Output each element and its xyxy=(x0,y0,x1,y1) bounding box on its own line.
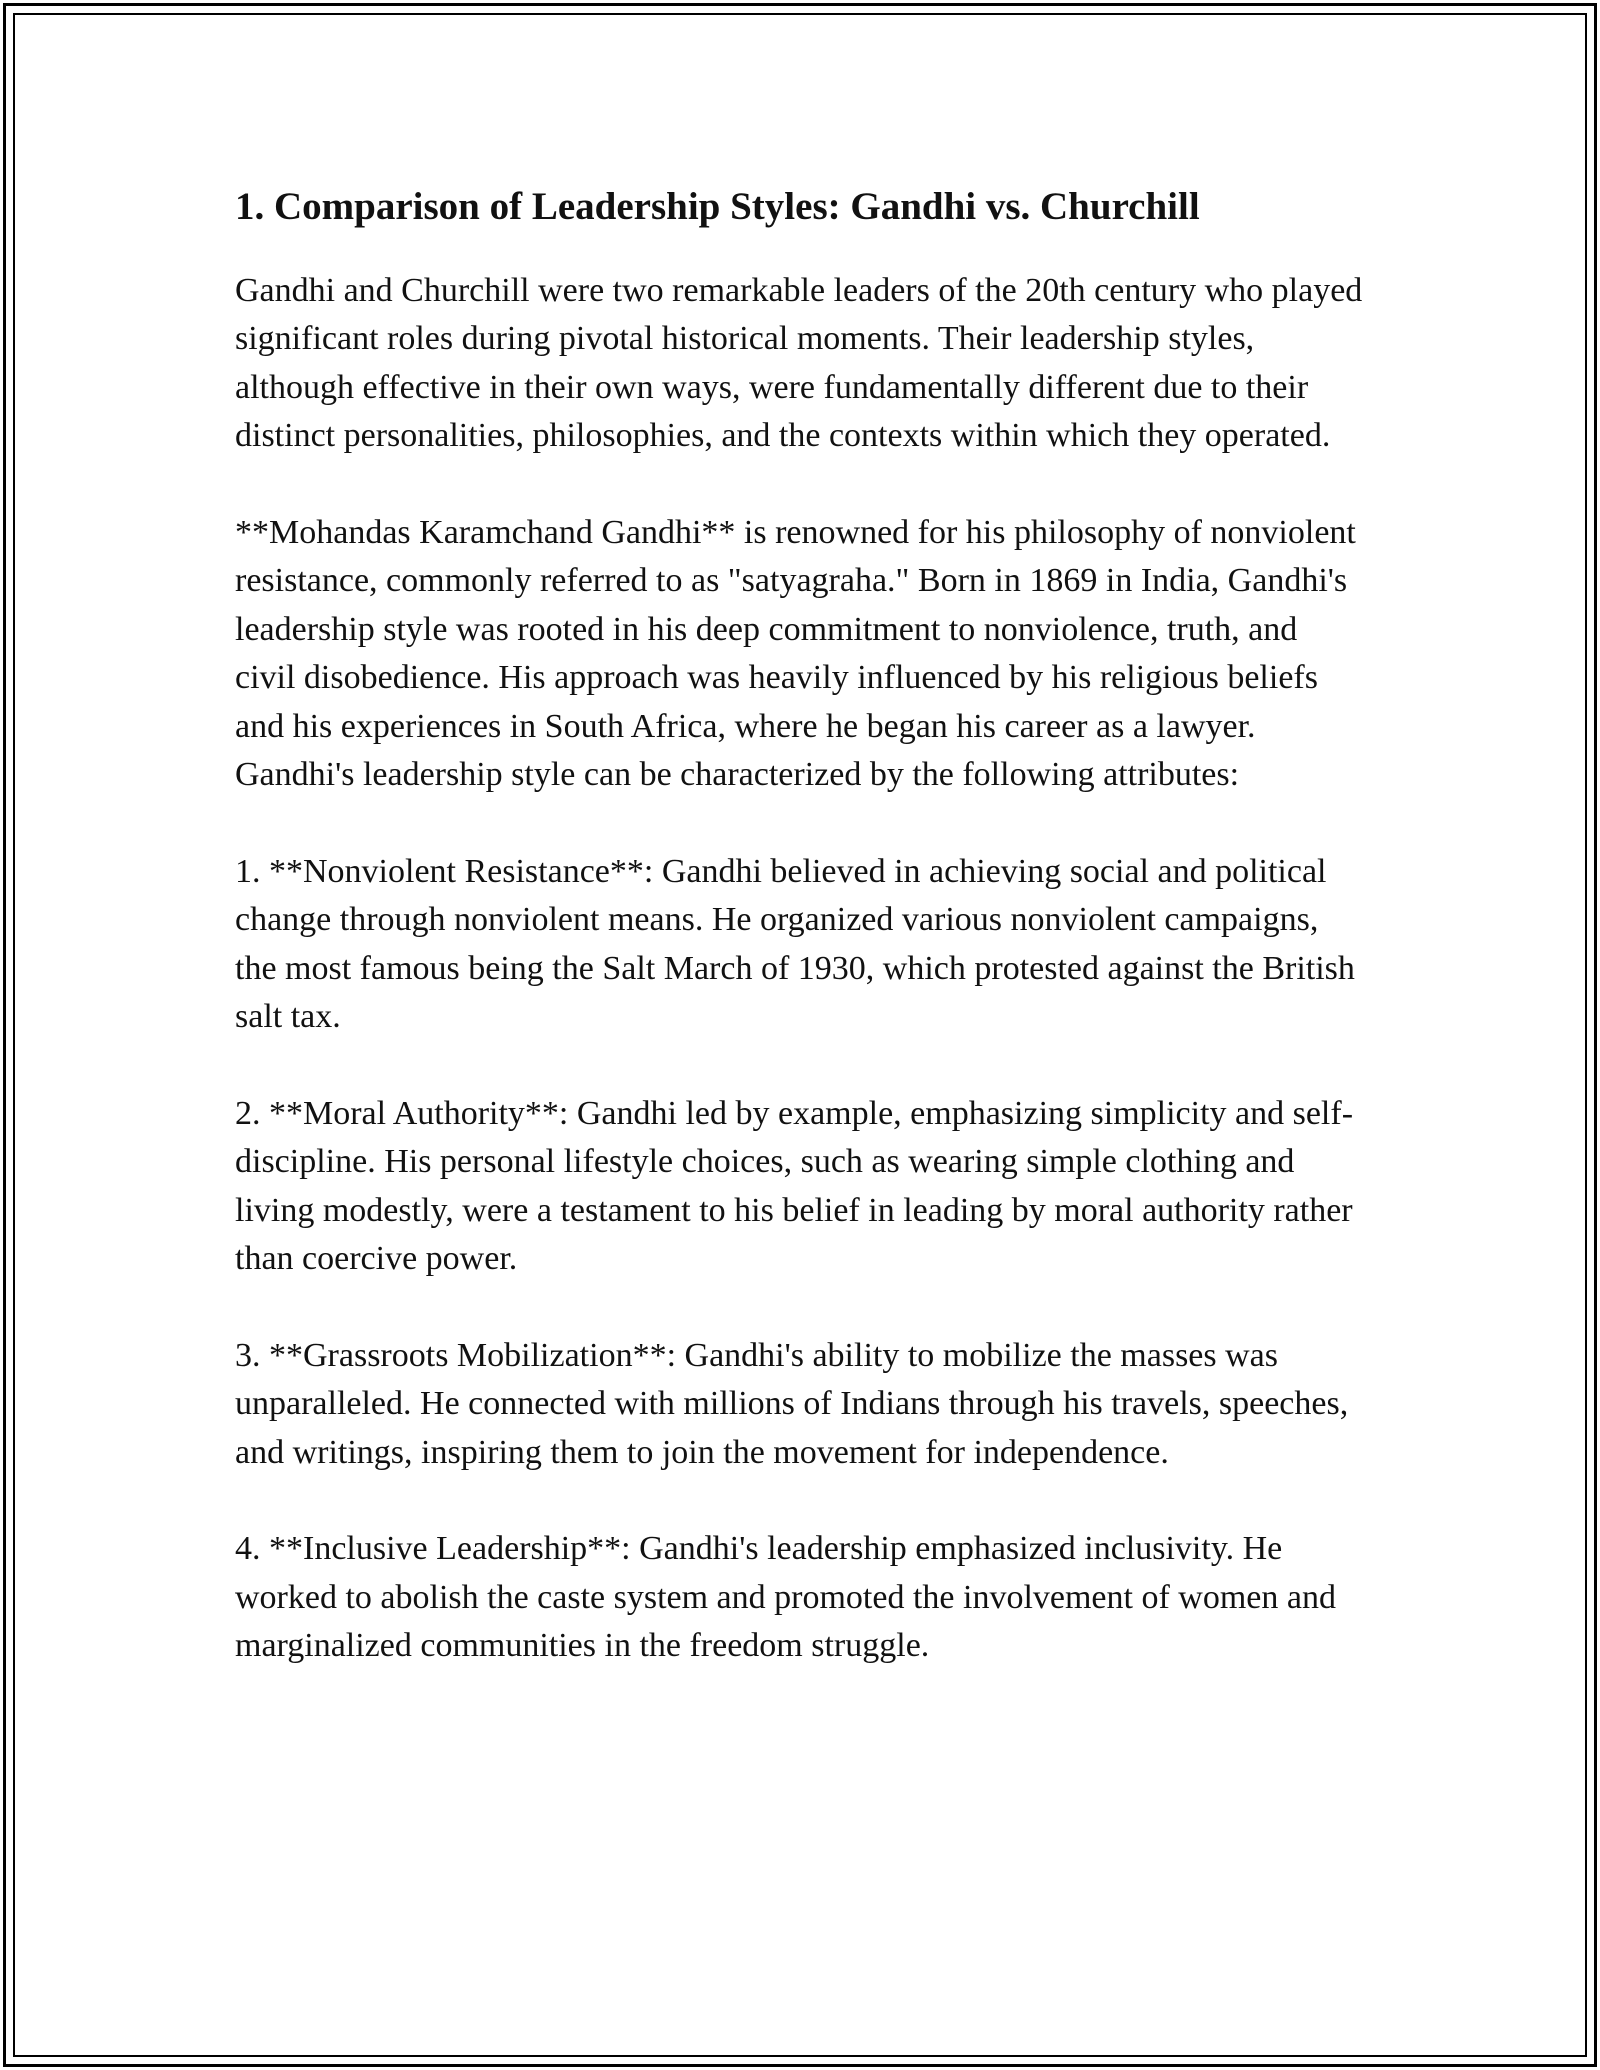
intro-paragraph: Gandhi and Churchill were two remarkable leaders of the 20th century who played significant roles during pivotal historical moments. Their leadership styles, although effective in their own ways, were fundamentally different due to their distinct personalities, philosophies, and the contexts within which they operated. xyxy=(235,271,1363,455)
section-heading: 1. Comparison of Leadership Styles: Gandhi vs. Churchill xyxy=(235,185,1200,228)
gandhi-overview-paragraph: **Mohandas Karamchand Gandhi** is renowned for his philosophy of nonviolent resistance, commonly referred to as "satyagraha." Born in 1869 in India, Gandhi's leadership style was rooted in his deep commitment to nonviolence, truth, and civil disobedience. His approach was heavily influenced by his religious beliefs and his experiences in South Africa, where he began his career as a lawyer. Gandhi's leadership style can be characterized by the following attributes: xyxy=(235,513,1356,794)
list-item-grassroots-mobilization: 3. **Grassroots Mobilization**: Gandhi's ability to mobilize the masses was unparalleled. He connected with millions of Indians through his travels, speeches, and writings, inspiring them to join the movement for independence. xyxy=(235,1336,1349,1471)
list-item-inclusive-leadership: 4. **Inclusive Leadership**: Gandhi's leadership emphasized inclusivity. He worked to abolish the caste system and promoted the involvement of women and marginalized communities in the freedom struggle. xyxy=(235,1530,1336,1665)
list-item-moral-authority: 2. **Moral Authority**: Gandhi led by example, emphasizing simplicity and self-discipline. His personal lifestyle choices, such as wearing simple clothing and living modestly, were a testament to his belief in leading by moral authority rather than coercive power. xyxy=(235,1094,1354,1278)
list-item-nonviolent-resistance: 1. **Nonviolent Resistance**: Gandhi believed in achieving social and political change through nonviolent means. He organized various nonviolent campaigns, the most famous being the Salt March of 1930, which protested against the British salt tax. xyxy=(235,852,1355,1036)
document-body xyxy=(235,184,1365,1719)
